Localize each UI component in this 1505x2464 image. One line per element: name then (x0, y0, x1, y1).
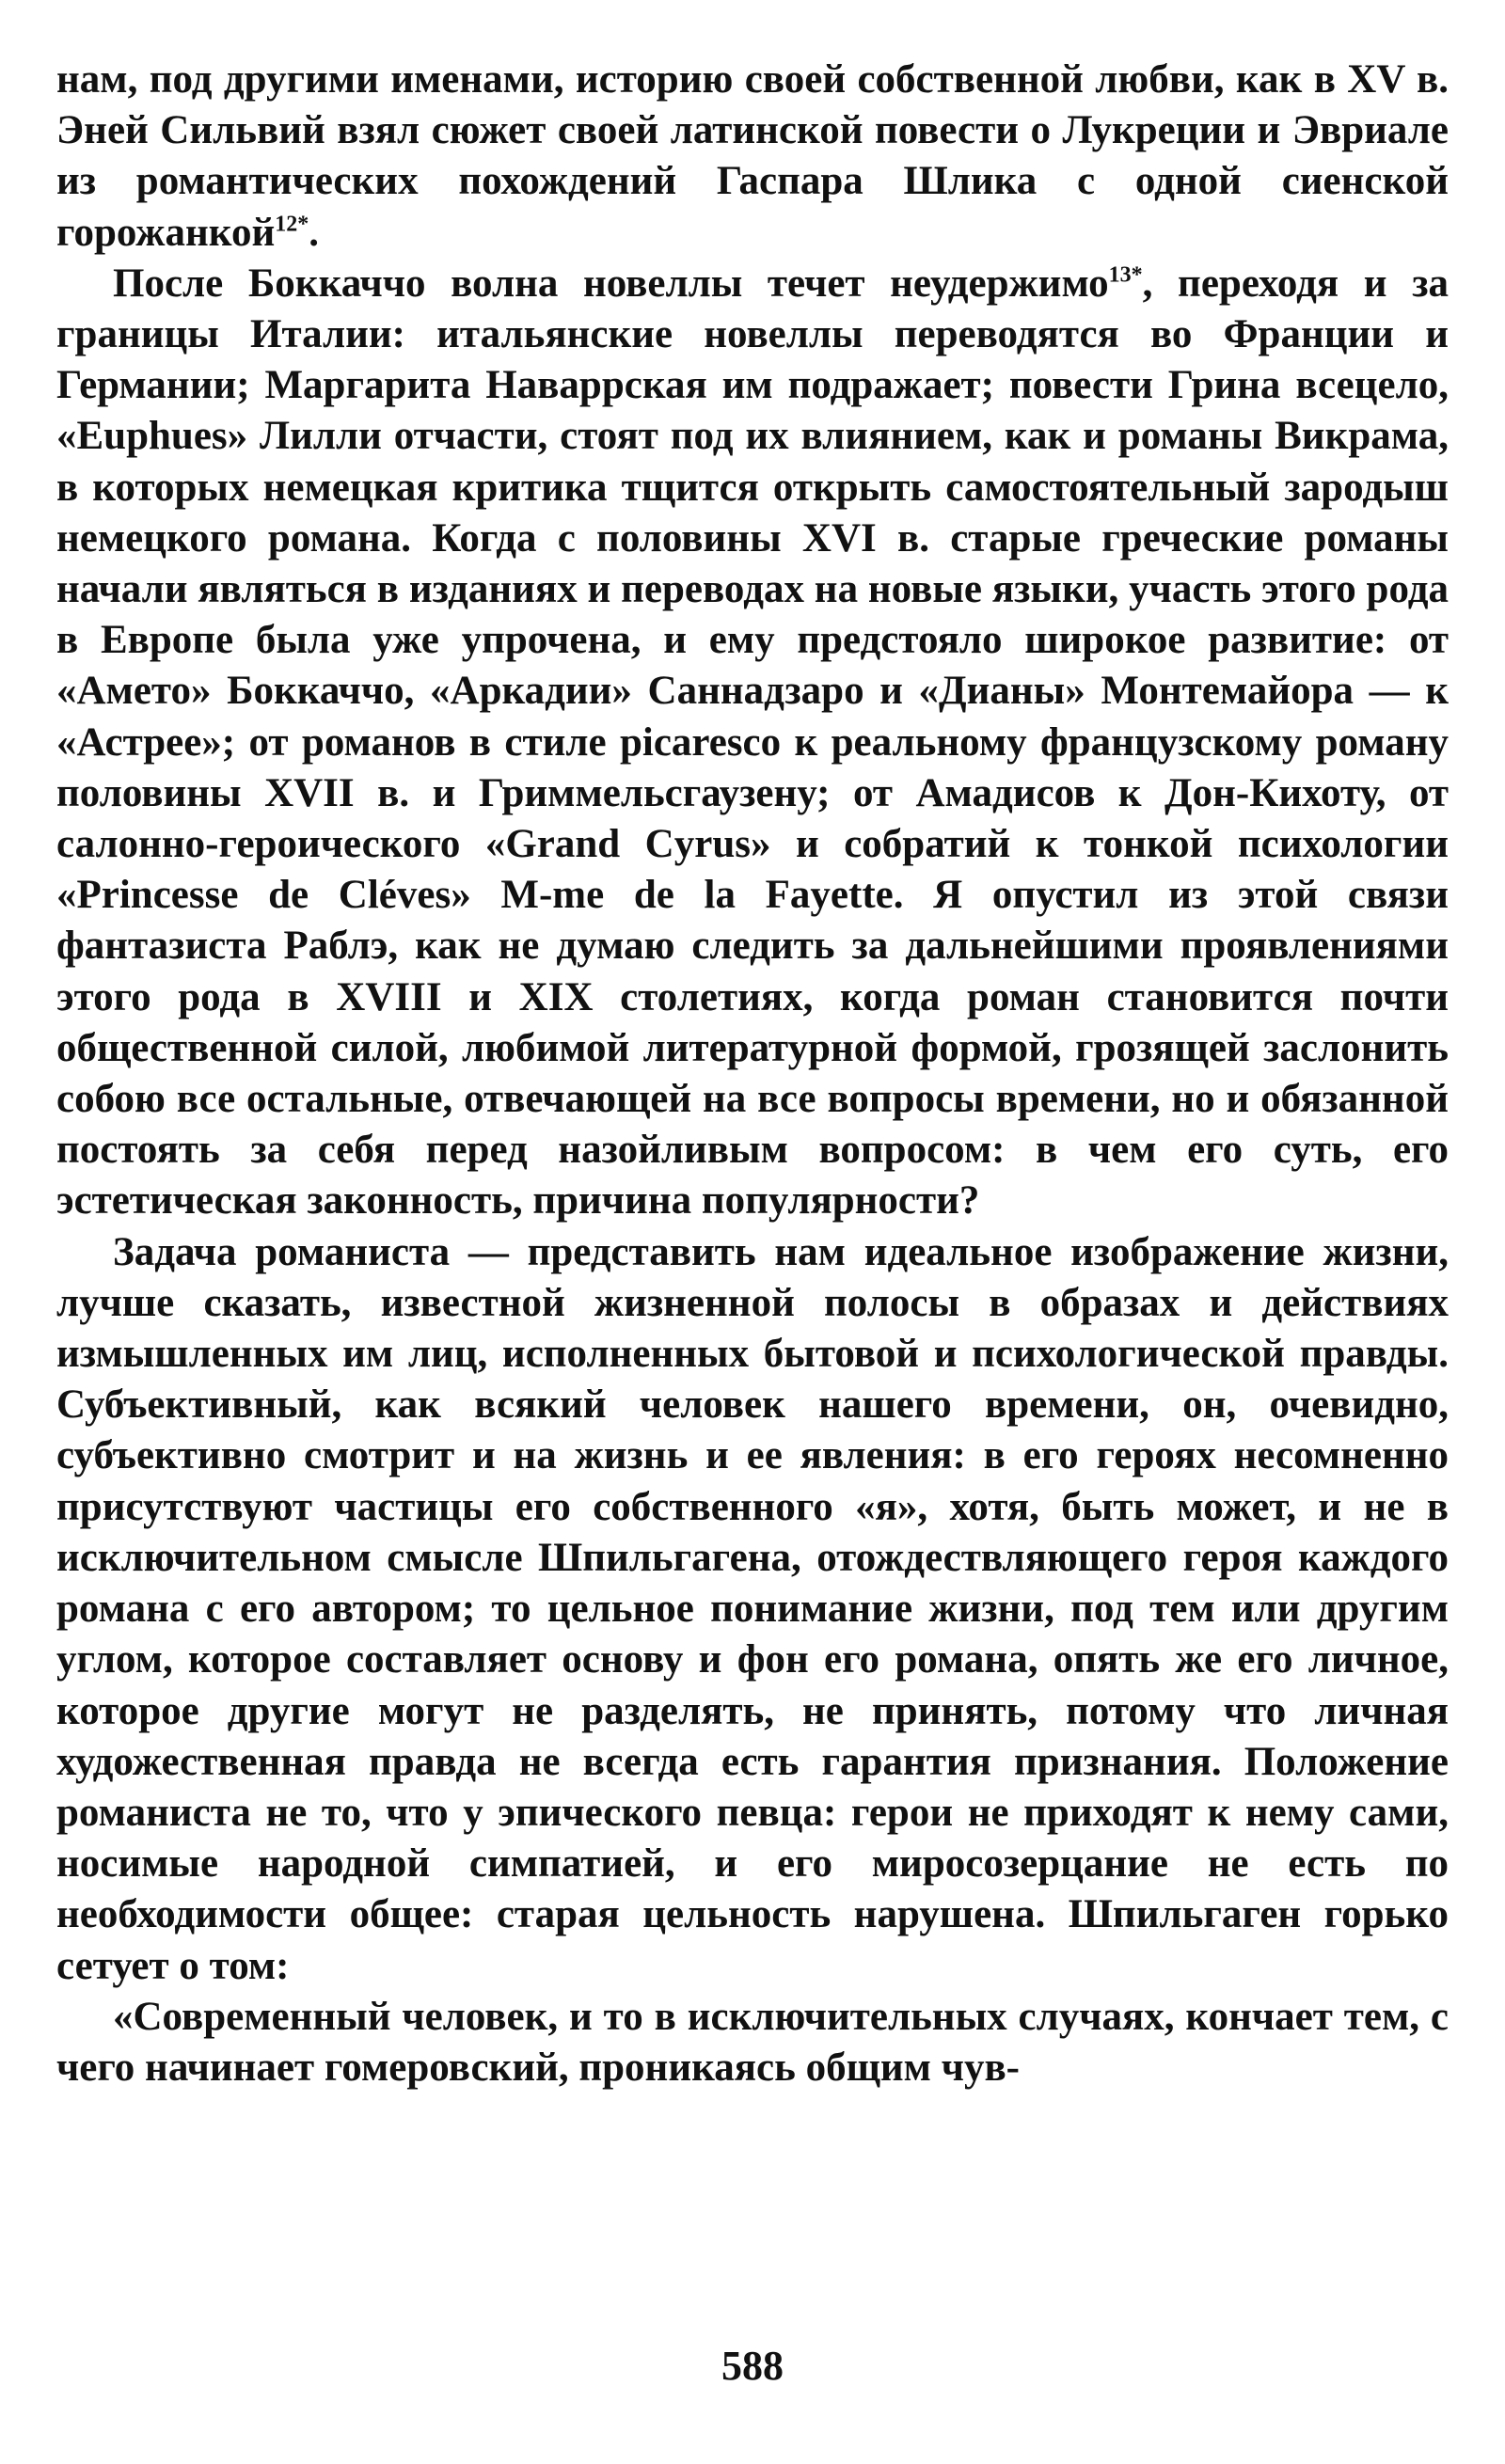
paragraph-1 (56, 55, 1449, 259)
paragraph-3-text: Задача романиста — представить нам идеальное изображение жизни, лучше сказать, известной жизненной полосы в образах и действиях измышленных им лиц, исполненных бытовой и психологической правды. Субъективный, как всякий человек нашего времени, он, очевидно, субъективно смотрит и на жизнь и ее явления: в его героях несомненно присутствуют частицы его собственного «я», хотя, быть может, и не в исключительном смысле Шпильгагена, отождествляющего героя каждого романа с его автором; то цельное понимание жизни, под тем или другим углом, которое составляет основу и фон его романа, опять же его личное, которое другие могут не разделять, не принять, потому что личная художественная правда не всегда есть гарантия признания. Положение романиста не то, что у эпического певца: герои не приходят к нему сами, носимые народной симпатией, и его миросозерцание не есть по необходимости общее: старая цельность нарушена. Шпильгаген горько сетует о том: (56, 1229, 1449, 1988)
paragraph-1-tail: . (309, 210, 319, 255)
footnote-marker-12[interactable]: 12* (275, 212, 309, 237)
footnote-marker-13[interactable]: 13* (1108, 262, 1143, 288)
paragraph-4 (56, 1992, 1449, 2093)
paragraph-2-tail: , переходя и за границы Италии: итальянские новеллы переводятся во Франции и Германии; Маргарита Наваррская им подражает; повести Грина всецело, «Euphues» Лилли отчасти, стоят под их влиянием, как и романы Викрама, в которых немецкая критика тщится открыть самостоятельный зародыш немецкого романа. Когда с половины XVI в. старые греческие романы начали являться в изданиях и переводах на новые языки, участь этого рода в Европе была уже упрочена, и ему предстояло широкое развитие: от «Амето» Боккаччо, «Аркадии» Саннадзаро и «Дианы» Монтемайора — к «Астрее»; от романов в стиле picaresco к реальному французскому роману половины XVII в. и Гриммельсгаузену; от Амадисов к Дон-Кихоту, от салонно-героического «Grand Cyrus» и собратий к тонкой психологии «Princesse de Cléves» M-me de la Fayette. Я опустил из этой связи фантазиста Раблэ, как не думаю следить за дальнейшими проявлениями этого рода в XVIII и XIX столетиях, когда роман становится почти общественной силой, любимой литературной формой, грозящей заслонить собою все остальные, отвечающей на все вопросы времени, но и обязанной постоять за себя перед назойливым вопросом: в чем его суть, его эстетическая законность, причина популярности? (56, 261, 1449, 1224)
paragraph-2-text: После Боккаччо волна новеллы течет неудержимо (113, 261, 1109, 306)
paragraph-4-text: «Современный человек, и то в исключительных случаях, кончает тем, с чего начинает гомеровский, проникаясь общим чув- (56, 1994, 1449, 2090)
page-number: 588 (721, 2343, 784, 2389)
paragraph-1-text: нам, под другими именами, историю своей собственной любви, как в XV в. Эней Сильвий взял сюжет своей латинской повести о Лукреции и Эвриале из романтических похождений Гаспара Шлика с одной сиенской горожанкой (56, 57, 1449, 255)
paragraph-2 (56, 259, 1449, 1227)
paragraph-3 (56, 1227, 1449, 1992)
book-page-text (56, 55, 1449, 2093)
